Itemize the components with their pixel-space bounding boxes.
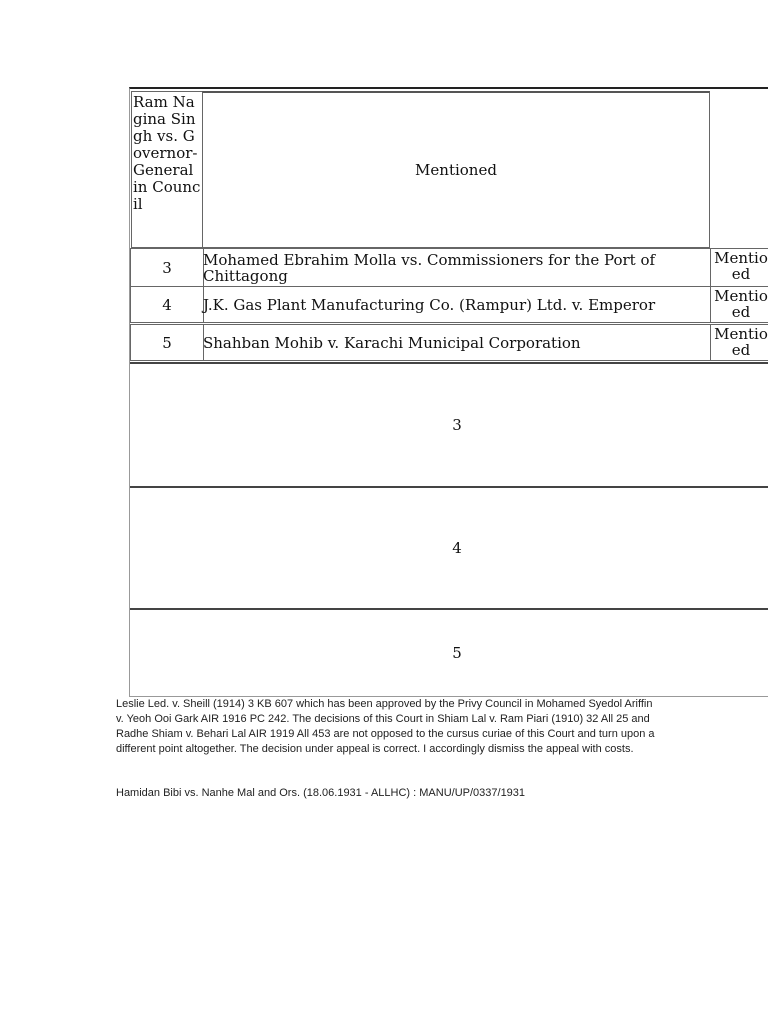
row-number: 4: [452, 539, 462, 557]
case-status: Mentio ed: [710, 249, 768, 287]
case-name: Mohamed Ebrahim Molla vs. Commissioners for the Port of Chittagong: [203, 250, 656, 285]
judgment-paragraph: Leslie Led. v. Sheill (1914) 3 KB 607 which has been approved by the Privy Council in Mohamed Syedol Ariffin v. Yeoh Ooi Gark AIR 1916 PC 242. The decisions of this Court in Shiam Lal v. Ram Piari (1910) 32 All 25 and Radhe Shiam v. Behari Lal AIR 1919 All 453 are not opposed to the cursus curiae of this Court and turn upon a different point altogether. The decision under appeal is correct. I accordingly dismiss the appeal with costs.: [116, 698, 655, 755]
table-row: [130, 248, 768, 287]
table-row: [130, 286, 768, 323]
case-name-ram-nagina-singh: Ram Nagina Singh vs. Governor-General in Council: [131, 91, 202, 248]
case-status: Mentioned: [415, 161, 497, 179]
case-status-cell: [202, 91, 710, 248]
row-number: 5: [452, 644, 462, 662]
row-number: 4: [130, 287, 204, 322]
table-row: [130, 488, 768, 608]
case-status: Mentio ed: [710, 287, 768, 323]
table-row: [130, 364, 768, 486]
row-number: 3: [452, 416, 462, 434]
case-status: Mentio ed: [710, 325, 768, 361]
table-row: [130, 324, 768, 361]
row-number: 5: [130, 325, 204, 360]
case-name: Shahban Mohib v. Karachi Municipal Corporation: [203, 333, 581, 352]
case-name: J.K. Gas Plant Manufacturing Co. (Rampur) Ltd. v. Emperor: [203, 295, 656, 314]
row-number: 3: [130, 249, 204, 286]
case-citation: Hamidan Bibi vs. Nanhe Mal and Ors. (18.06.1931 - ALLHC) : MANU/UP/0337/1931: [116, 787, 526, 799]
table-row: [130, 610, 768, 696]
